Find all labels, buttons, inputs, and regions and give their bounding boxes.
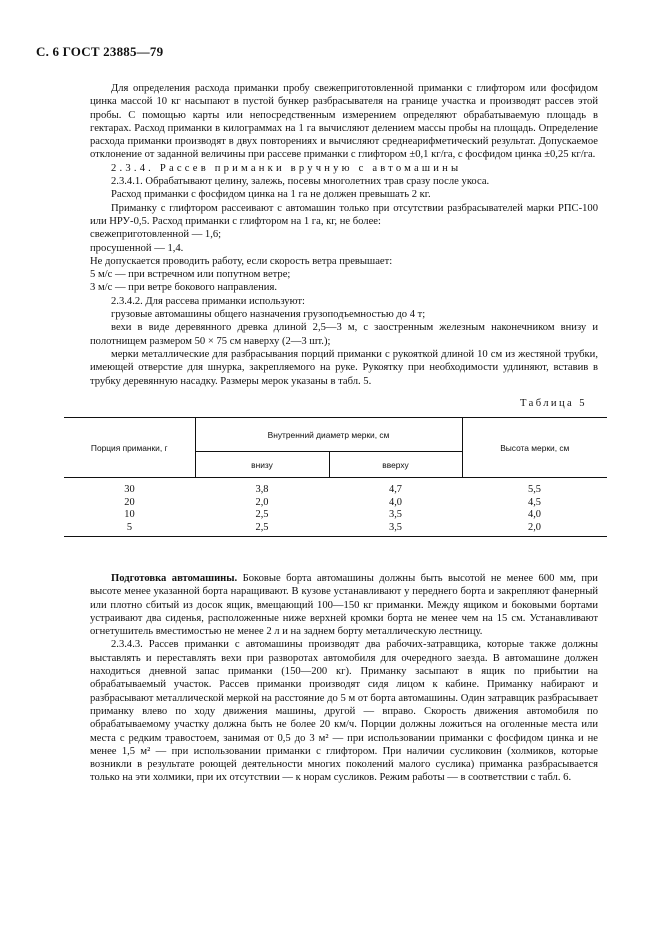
paragraph-2-3-4-1: 2.3.4.1. Обрабатывают целину, залежь, посевы многолетних трав сразу после укоса. — [111, 176, 490, 188]
paragraph-2-3-4-3: 2.3.4.3. Рассев приманки с автомашины производят два рабочих-затравщика, которые также должны выставлять и переставлять вехи при разворотах автомобиля для очередного заезда. В автомашине должен находиться дневной запас приманки (150—200 кг). Приманку засыпают в ящик по прибытии на обрабатываемый участок. Рассев приманки производят сидя лицом к кабине. Приманку набирают и разбрасывают металлической меркой на расстояние до 5 м от борта автомашины. Один затравщик разбрасывает приманку влево по ходу движения машины, другой — вправо. Скорость движения автомобиля по обрабатываемому участку должна быть не более 20 км/ч. Порции должны ложиться на оголенные места или места с редким травостоем, занимая от 0,5 до 3 м² — при использовании приманки с фосфидом цинка и не менее 1,5 м² — при использовании приманки с глифтором. При наличии сусликовин (холмиков, которые возникли в результате роющей деятельности многих поколений малого суслика) приманка разбрасывается только на эти холмики, при их отсутствии — к норам сусликов. Режим работы — в соответствии с табл. 6. — [90, 639, 598, 784]
cell-portion: 20 — [124, 496, 135, 508]
cell-height: 5,5 — [528, 484, 541, 495]
paragraph-2-3-4-2: 2.3.4.2. Для рассева приманки используют: — [111, 295, 305, 307]
list-item-fresh: свежеприготовленной — 1,6; — [90, 229, 222, 241]
cell-top: 3,5 — [329, 522, 462, 537]
cell-height: 4,5 — [528, 496, 541, 508]
paragraph-consumption: Для определения расхода приманки пробу свежеприготовленной приманки с глифтором или фосфидом цинка массой 10 кг насыпают в пустой бункер разбрасывателя на границе участка и производят рассев этой пробы. С помощью карты или непосредственным измерением определяют обрабатываемую площадь в гектарах. Расход приманки в килограммах на 1 га вычисляют делением массы пробы на площадь. Определение расхода приманки производят в двух повторениях и вычисляют среднеарифметический результат. Допускаемое отклонение от заданной величины при рассеве приманки с глифтором ±0,1 кг/га, с фосфидом цинка ±0,25 кг/га. — [90, 83, 598, 161]
cell-top: 3,5 — [389, 509, 402, 521]
table-caption: Таблица 5 — [520, 398, 587, 409]
list-item-dried: просушенной — 1,4. — [90, 242, 184, 254]
cell-portion: 5 — [64, 522, 195, 537]
cell-bottom: 2,0 — [255, 496, 269, 508]
header-top: вверху — [329, 452, 462, 478]
cell-top: 4,7 — [389, 484, 402, 495]
truck-prep-heading: Подготовка автомашины. — [111, 573, 238, 584]
table-row — [64, 484, 607, 497]
paragraph-truck-prep — [90, 572, 598, 638]
paragraph-glyftor: Приманку с глифтором рассеивают с автомашин только при отсутствии разбрасывателей марки РПС-100 или НРУ-0,5. Расход приманки с глифтором на 1 га, кг, не более: — [90, 202, 598, 227]
cell-portion: 30 — [124, 484, 135, 495]
list-item-wind-3: 3 м/с — при ветре бокового направления. — [90, 282, 277, 294]
cell-portion: 10 — [124, 509, 135, 521]
header-portion: Порция приманки, г — [64, 418, 195, 478]
cell-bottom: 2,5 — [255, 509, 269, 521]
section-heading-2-3-4: 2.3.4. Рассев приманки вручную с автомашины — [111, 162, 462, 174]
cell-top: 4,0 — [389, 496, 402, 508]
list-item-measures: мерки металлические для разбрасывания порций приманки с рукояткой длиной 10 см из жестяной трубки, имеющей отверстие для шнурка, закрепляемого на руке. Рукоятку при необходимости удлиняют, вставив в трубку деревянную насадку. Размеры мерок указаны в табл. 5. — [90, 348, 598, 387]
list-item-wind-5: 5 м/с — при встречном или попутном ветре; — [90, 269, 291, 281]
table-row — [64, 509, 607, 522]
header-diameter: Внутренний диаметр мерки, см — [195, 418, 462, 452]
table-row — [64, 522, 607, 537]
header-bottom: внизу — [195, 452, 329, 478]
page-header: С. 6 ГОСТ 23885—79 — [36, 44, 164, 59]
header-height: Высота мерки, см — [462, 418, 607, 478]
cell-height: 2,0 — [462, 522, 607, 537]
cell-height: 4,0 — [528, 509, 541, 521]
list-item-trucks: грузовые автомашины общего назначения грузоподъемностью до 4 т; — [111, 309, 426, 321]
table-5 — [64, 417, 607, 537]
cell-bottom: 3,8 — [255, 484, 269, 495]
bottom-text-block — [90, 572, 598, 785]
truck-prep-text: Боковые борта автомашины должны быть высотой не менее 600 мм, при высоте менее указанной борта наращивают. В кузове устанавливают у переднего борта и закрепляют фанерный или плотно сбитый из досок ящик, вмещающий 100—150 кг приманки. Между ящиком и боковыми бортами устраивают два сиденья, расположенные ниже верхней кромки борта не менее чем на 15 см. Устанавливают огнетушитель вместимостью не менее 2 л и на заднем борту металлическую лестницу. — [90, 573, 598, 638]
table-row — [64, 497, 607, 510]
paragraph-zinc-rate: Расход приманки с фосфидом цинка на 1 га не должен превышать 2 кг. — [111, 189, 431, 201]
paragraph-wind: Не допускается проводить работу, если скорость ветра превышает: — [90, 255, 393, 267]
top-text-block — [90, 82, 598, 388]
list-item-poles: вехи в виде деревянного древка длиной 2,5—3 м, с заостренным железным наконечником внизу и полотнищем размером 50 × 75 см наверху (2—3 шт.); — [90, 322, 598, 347]
cell-bottom: 2,5 — [195, 522, 329, 537]
